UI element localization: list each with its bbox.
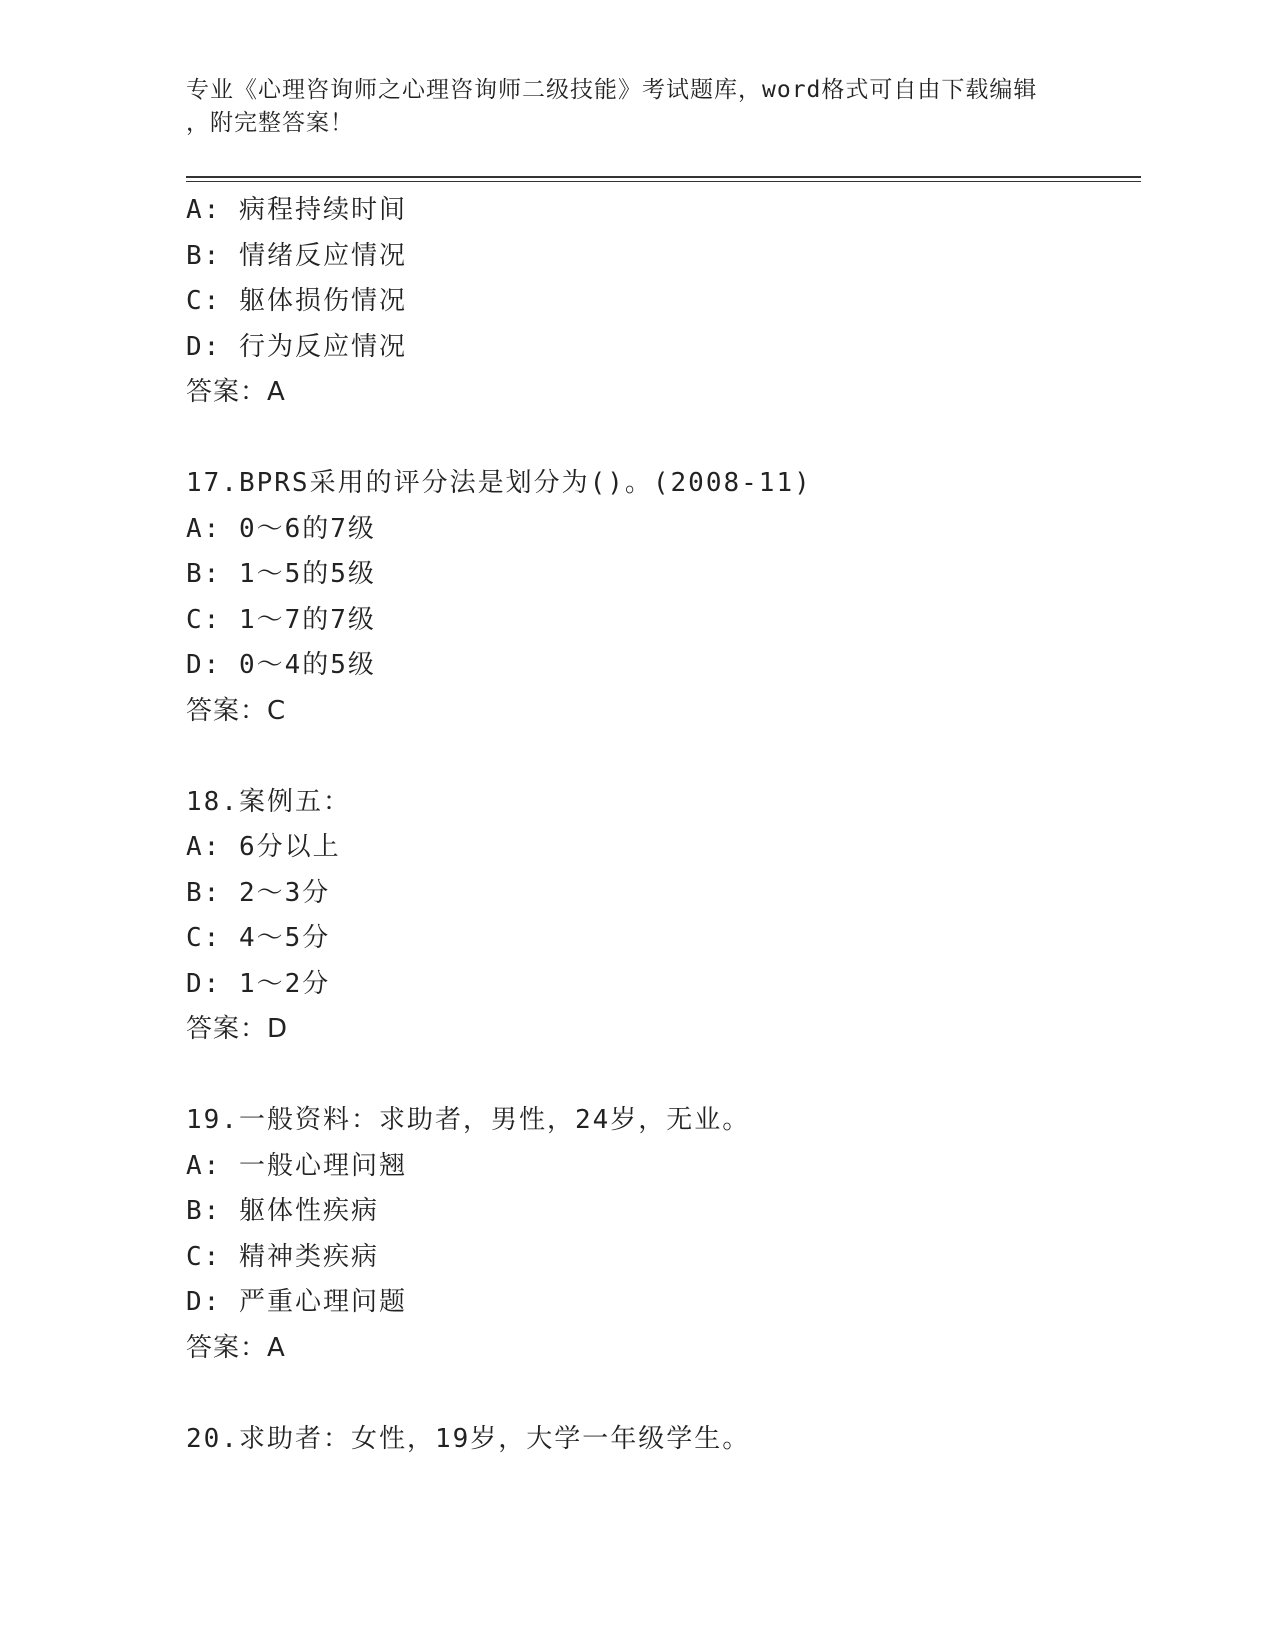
option-c: C: 1～7的7级 [186, 604, 376, 635]
option-d: D: 1～2分 [186, 968, 331, 999]
spacer [186, 734, 1141, 780]
answer-line: 答案：A [186, 377, 286, 407]
answer-line: 答案：A [186, 1332, 286, 1363]
option-a: A: 6分以上 [186, 832, 341, 862]
question-stem: 17.BPRS采用的评分法是划分为()。(2008-11) [186, 468, 812, 498]
answer-line: 答案：C [186, 695, 287, 726]
question-block-18 [186, 780, 1141, 1053]
answer-line: 答案：D [186, 1014, 289, 1044]
document-header [186, 74, 1086, 140]
header-divider-thin [186, 181, 1141, 182]
option-b: B: 1～5的5级 [186, 559, 376, 589]
option-c: C: 躯体损伤情况 [186, 286, 407, 316]
spacer [186, 1371, 1141, 1417]
spacer [186, 1053, 1141, 1099]
spacer [186, 416, 1141, 462]
option-b: B: 2～3分 [186, 877, 331, 908]
question-stem: 19.一般资料：求助者，男性，24岁，无业。 [186, 1105, 751, 1135]
option-a: A: 病程持续时间 [186, 195, 407, 225]
option-d: D: 行为反应情况 [186, 331, 407, 362]
option-b: B: 躯体性疾病 [186, 1196, 379, 1226]
option-c: C: 精神类疾病 [186, 1241, 379, 1272]
question-list [186, 188, 1141, 1462]
header-divider-thick [186, 176, 1141, 178]
question-block-19 [186, 1098, 1141, 1371]
option-d: D: 严重心理问题 [186, 1287, 407, 1317]
option-c: C: 4～5分 [186, 923, 331, 953]
header-line-2: ，附完整答案！ [186, 110, 354, 136]
option-d: D: 0～4的5级 [186, 650, 376, 680]
question-block-17 [186, 461, 1141, 734]
option-a: A: 0～6的7级 [186, 513, 376, 544]
question-block-20 [186, 1417, 1141, 1463]
question-block-continued [186, 188, 1141, 416]
question-stem: 20.求助者：女性，19岁，大学一年级学生。 [186, 1423, 751, 1454]
question-stem: 18.案例五： [186, 786, 351, 817]
option-a: A: 一般心理问翘 [186, 1150, 407, 1181]
option-b: B: 情绪反应情况 [186, 240, 407, 271]
header-line-1: 专业《心理咨询师之心理咨询师二级技能》考试题库，word格式可自由下载编辑 [186, 77, 1038, 103]
